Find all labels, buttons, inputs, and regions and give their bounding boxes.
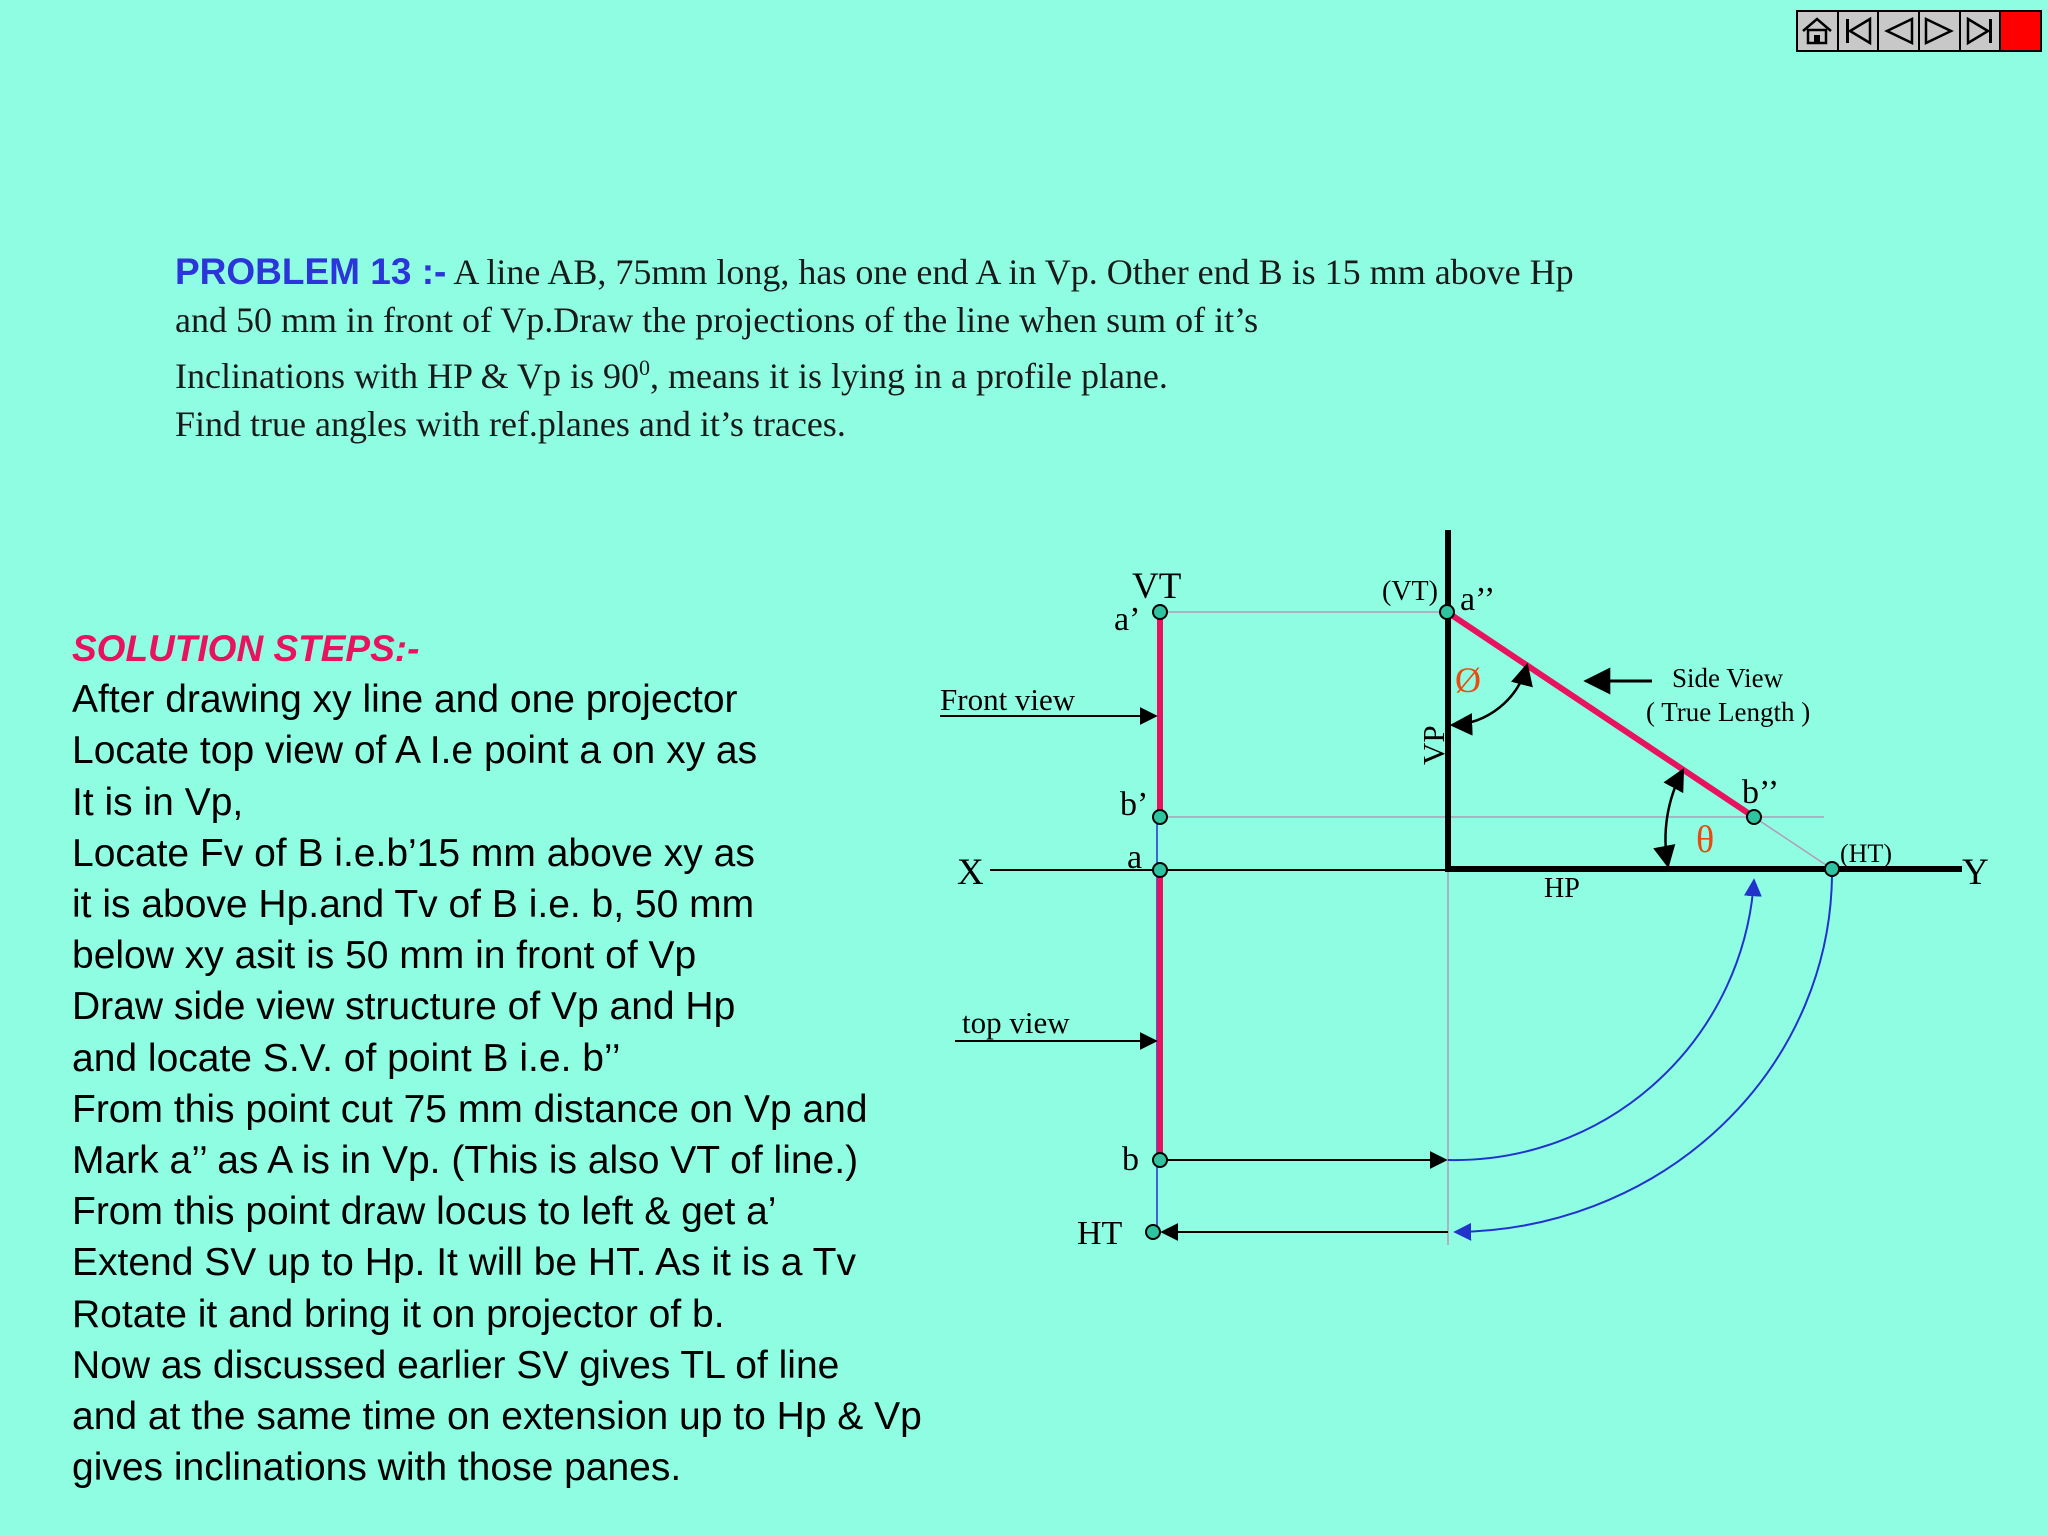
step-line: Mark a’’ as A is in Vp. (This is also VT of line.): [72, 1139, 859, 1183]
label-b-dash: b’: [1120, 786, 1149, 823]
point-ht-side: [1825, 862, 1839, 876]
point-a-ddash: [1440, 605, 1454, 619]
point-b-ddash: [1747, 810, 1761, 824]
step-line: Rotate it and bring it on projector of b.: [72, 1292, 725, 1336]
step-line: From this point cut 75 mm distance on Vp and: [72, 1087, 868, 1131]
sv-extension: [1754, 817, 1832, 869]
label-hp: HP: [1544, 873, 1580, 904]
point-b: [1153, 1153, 1167, 1167]
step-line: Extend SV up to Hp. It will be HT. As it is a Tv: [72, 1241, 856, 1285]
step-line: it is above Hp.and Tv of B i.e. b, 50 mm: [72, 883, 755, 927]
label-vt: VT: [1132, 566, 1182, 607]
step-line: below xy asit is 50 mm in front of Vp: [72, 934, 697, 978]
label-vp: VP: [1416, 725, 1451, 765]
step-line: Draw side view structure of Vp and Hp: [72, 985, 736, 1029]
step-line: gives inclinations with those panes.: [72, 1446, 682, 1490]
label-a-ddash: a’’: [1460, 581, 1496, 618]
point-a: [1153, 863, 1167, 877]
point-b-dash: [1153, 810, 1167, 824]
point-a-dash: [1153, 605, 1167, 619]
step-line: and at the same time on extension up to Hp & Vp: [72, 1395, 922, 1439]
solution-heading: SOLUTION STEPS:-: [72, 628, 420, 669]
problem-line-1: PROBLEM 13 :- A line AB, 75mm long, has one end A in Vp. Other end B is 15 mm above Hp: [175, 251, 1574, 292]
label-x: X: [957, 852, 984, 893]
label-a-dash: a’: [1114, 601, 1141, 638]
step-line: Locate Fv of B i.e.b’15 mm above xy as: [72, 831, 755, 875]
label-theta: θ: [1696, 819, 1715, 861]
step-line: Locate top view of A I.e point a on xy as: [72, 729, 758, 773]
label-true-length: ( True Length ): [1646, 697, 1811, 727]
step-line: It is in Vp,: [72, 780, 244, 824]
step-line: Now as discussed earlier SV gives TL of line: [72, 1343, 840, 1387]
step-line: After drawing xy line and one projector: [72, 678, 738, 722]
problem-line-4: Find true angles with ref.planes and it’s traces.: [175, 403, 846, 444]
label-top-view: top view: [962, 1005, 1070, 1040]
label-ht: HT: [1077, 1215, 1123, 1252]
theta-angle-arc: [1665, 770, 1683, 866]
label-a: a: [1127, 839, 1143, 876]
label-side-view: Side View: [1672, 663, 1784, 693]
label-front-view: Front view: [940, 682, 1076, 717]
rotation-arc-b: [1448, 880, 1754, 1160]
problem-line-2: and 50 mm in front of Vp.Draw the projections of the line when sum of it’s: [175, 299, 1259, 340]
label-y: Y: [1962, 852, 1989, 893]
step-line: From this point draw locus to left & get a’: [72, 1190, 777, 1234]
problem-line-3: Inclinations with HP & Vp is $90^0$, means it is lying in a profile plane.: [175, 355, 1168, 396]
label-phi: Ø: [1455, 660, 1481, 700]
point-ht: [1146, 1225, 1160, 1239]
label-vt-paren: (VT): [1382, 576, 1438, 607]
label-b: b: [1122, 1141, 1139, 1178]
label-ht-paren: (HT): [1840, 839, 1892, 868]
problem-tag: PROBLEM 13 :-: [175, 251, 447, 292]
rotation-arc-ht: [1455, 872, 1832, 1232]
step-line: and locate S.V. of point B i.e. b’’: [72, 1036, 621, 1080]
label-b-ddash: b’’: [1742, 774, 1780, 811]
